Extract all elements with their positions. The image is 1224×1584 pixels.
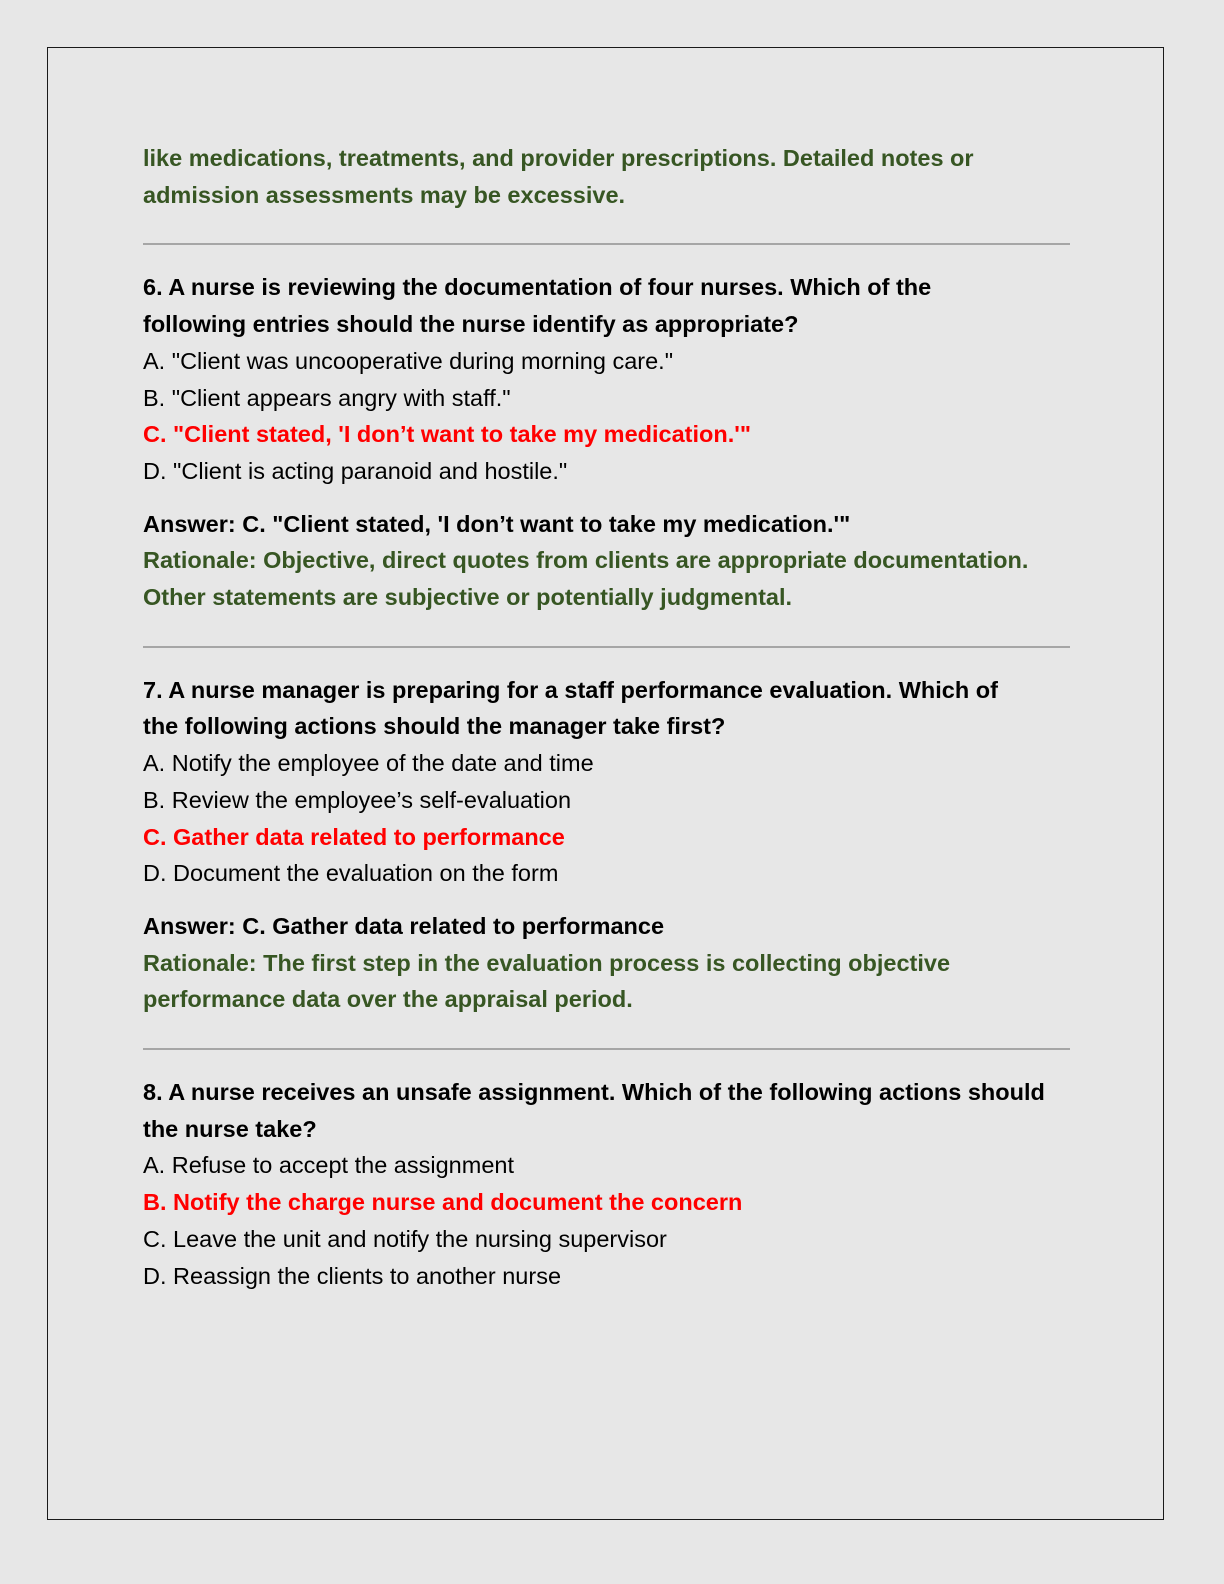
- option-d: D. Reassign the clients to another nurse: [143, 1262, 562, 1289]
- question-stem: the nurse take?: [143, 1115, 317, 1142]
- option-d: D. Document the evaluation on the form: [143, 860, 559, 887]
- option-c-correct: C. Gather data related to performance: [143, 823, 565, 850]
- document-content: [143, 140, 1073, 1294]
- rationale-line: Rationale: Objective, direct quotes from clients are appropriate documentation.: [143, 547, 1029, 574]
- question-8: [143, 1074, 1073, 1294]
- intro-rationale: [143, 140, 1073, 213]
- question-stem: 7. A nurse manager is preparing for a staff performance evaluation. Which of: [143, 676, 998, 703]
- option-d: D. "Client is acting paranoid and hostile.": [143, 457, 568, 484]
- option-a: A. Notify the employee of the date and time: [143, 750, 594, 777]
- question-stem: 8. A nurse receives an unsafe assignment. Which of the following actions should: [143, 1079, 1045, 1106]
- answer-line: Answer: C. "Client stated, 'I don’t want to take my medication.'": [143, 510, 851, 537]
- option-c: C. Leave the unit and notify the nursing supervisor: [143, 1225, 667, 1252]
- question-stem: following entries should the nurse identify as appropriate?: [143, 311, 799, 338]
- option-b: B. "Client appears angry with staff.": [143, 384, 511, 411]
- rationale-line: like medications, treatments, and provider prescriptions. Detailed notes or: [143, 145, 974, 171]
- option-b-correct: B. Notify the charge nurse and document the concern: [143, 1189, 743, 1216]
- option-b: B. Review the employee’s self-evaluation: [143, 786, 572, 813]
- option-a: A. "Client was uncooperative during morning care.": [143, 347, 674, 374]
- question-stem: 6. A nurse is reviewing the documentation of four nurses. Which of the: [143, 274, 932, 301]
- rationale-line: Other statements are subjective or potentially judgmental.: [143, 584, 793, 611]
- rationale-line: admission assessments may be excessive.: [143, 181, 626, 208]
- option-a: A. Refuse to accept the assignment: [143, 1152, 514, 1179]
- question-stem: the following actions should the manager take first?: [143, 713, 726, 740]
- option-c-correct: C. "Client stated, 'I don’t want to take my medication.'": [143, 421, 751, 448]
- answer-line: Answer: C. Gather data related to performance: [143, 912, 665, 939]
- question-6: [143, 269, 1073, 615]
- rationale-line: performance data over the appraisal period.: [143, 986, 633, 1013]
- question-7: [143, 672, 1073, 1018]
- rationale-line: Rationale: The first step in the evaluation process is collecting objective: [143, 949, 951, 976]
